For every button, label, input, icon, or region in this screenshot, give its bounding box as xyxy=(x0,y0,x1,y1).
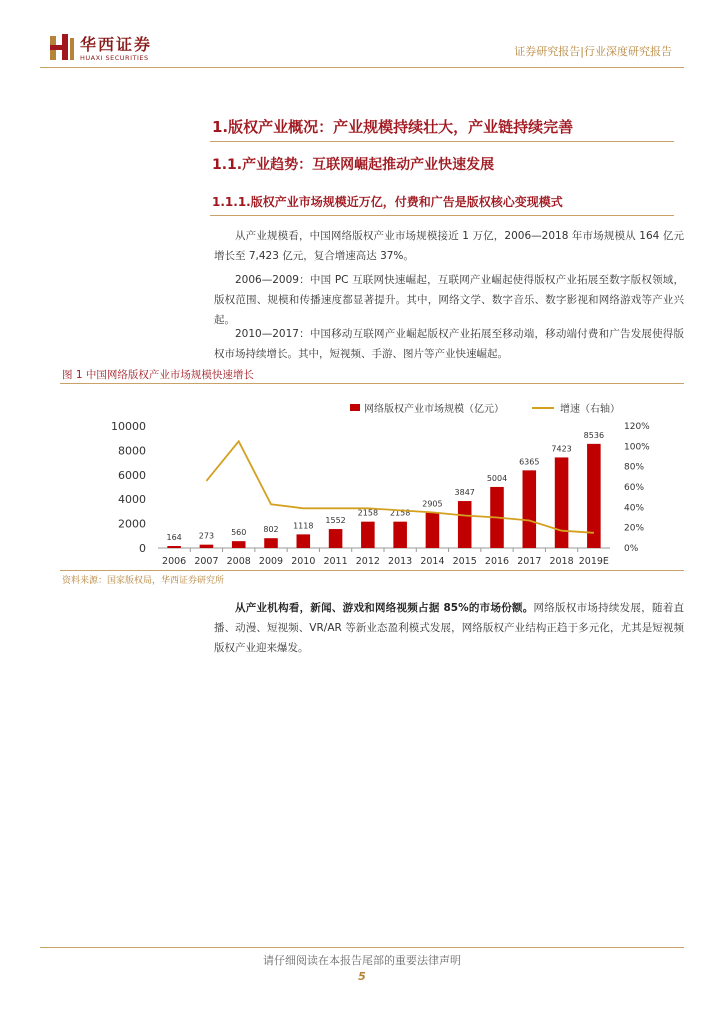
paragraph: 2006—2009：中国 PC 互联网快速崛起，互联网产业崛起使得版权产业拓展至数字版权领域，版权范围、规模和传播速度都显著提升。其中，网络文学、数字音乐、数字影视和网络游戏等产业兴起。 xyxy=(214,274,684,326)
logo-chinese-name: 华西证券 xyxy=(80,35,153,54)
bar-value-label: 5004 xyxy=(486,473,508,483)
market-size-chart xyxy=(100,398,670,570)
figure-bottom-rule xyxy=(60,570,684,571)
y-left-tick-label: 8000 xyxy=(118,444,146,458)
legal-notice: 请仔细阅读在本报告尾部的重要法律声明 xyxy=(263,954,461,967)
bar-value-label: 2158 xyxy=(357,508,379,518)
page-number: 5 xyxy=(358,970,366,983)
bar-value-label: 2905 xyxy=(422,499,443,509)
bar xyxy=(264,538,278,548)
y-right-tick-label: 100% xyxy=(624,442,650,453)
figure-top-rule xyxy=(60,383,684,384)
bar-value-label: 1118 xyxy=(293,521,314,531)
bar xyxy=(523,470,537,548)
report-type-label: 证券研究报告|行业深度研究报告 xyxy=(514,45,672,58)
y-left-tick-label: 4000 xyxy=(118,493,146,507)
legend-line-label: 增速（右轴） xyxy=(560,404,620,415)
bar xyxy=(555,457,569,548)
huaxi-logo-icon xyxy=(48,32,76,62)
section-heading-1: 1.版权产业概况：产业规模持续壮大，产业链持续完善 xyxy=(212,118,574,136)
bar-value-label: 1552 xyxy=(325,516,346,526)
x-tick-label: 2009 xyxy=(258,556,284,567)
bar-value-label: 164 xyxy=(166,532,182,542)
logo-english-name: HUAXI SECURITIES xyxy=(80,54,149,62)
y-right-tick-label: 20% xyxy=(624,523,645,534)
y-right-tick-label: 120% xyxy=(624,422,650,432)
x-tick-label: 2019E xyxy=(578,556,609,567)
x-tick-label: 2007 xyxy=(194,556,219,567)
legend-bar-label: 网络版权产业市场规模（亿元） xyxy=(364,404,504,415)
section-heading-1-1-1: 1.1.1.版权产业市场规模近万亿，付费和广告是版权核心变现模式 xyxy=(212,195,563,209)
bar xyxy=(200,545,214,548)
bar-value-label: 7423 xyxy=(551,444,572,454)
bar-value-label: 2158 xyxy=(389,508,411,518)
bar-value-label: 8536 xyxy=(583,430,605,440)
y-left-tick-label: 2000 xyxy=(118,517,146,531)
bar xyxy=(329,529,343,548)
y-right-tick-label: 60% xyxy=(624,483,645,493)
legend-bar-swatch xyxy=(350,404,360,411)
bar xyxy=(393,522,407,548)
figure-title: 图 1 中国网络版权产业市场规模快速增长 xyxy=(62,369,254,381)
paragraph: 从产业规模看，中国网络版权产业市场规模接近 1 万亿，2006—2018 年市场规模从 164 亿元增长至 7,423 亿元，复合增速高达 37%。 xyxy=(214,230,684,262)
y-left-tick-label: 0 xyxy=(139,542,146,555)
bar xyxy=(361,522,375,548)
paragraph: 2010—2017：中国移动互联网产业崛起版权产业拓展至移动端，移动端付费和广告发展使得版权市场持续增长。其中，短视频、手游、图片等产业快速崛起。 xyxy=(214,328,684,360)
y-right-tick-label: 80% xyxy=(624,462,645,473)
x-tick-label: 2010 xyxy=(291,556,316,567)
footer-divider xyxy=(40,947,684,948)
bar-value-label: 6365 xyxy=(519,457,540,467)
paragraph-bold-lead: 从产业机构看，新闻、游戏和网络视频占据 85%的市场份额。 xyxy=(235,602,534,614)
bar-value-label: 3847 xyxy=(454,488,475,498)
paragraph-text: 网络版权市场持续发展，随着直播、动漫、短视频、VR/AR 等新业态盈利模式发展，网络版权产业结构正趋于多元化，尤其是短视频版权产业迎来爆发。 xyxy=(214,602,684,654)
x-tick-label: 2013 xyxy=(388,556,413,567)
x-tick-label: 2015 xyxy=(452,556,477,567)
bar-value-label: 273 xyxy=(198,531,215,541)
bar-value-label: 560 xyxy=(231,528,247,538)
bar xyxy=(297,534,311,548)
y-left-tick-label: 10000 xyxy=(111,420,146,433)
x-tick-label: 2012 xyxy=(355,556,380,567)
bar xyxy=(232,541,246,548)
x-tick-label: 2017 xyxy=(517,556,542,567)
x-tick-label: 2006 xyxy=(162,556,187,567)
bar xyxy=(167,546,181,548)
heading-divider xyxy=(210,215,674,216)
bar-value-label: 802 xyxy=(263,525,279,535)
bar xyxy=(458,501,472,548)
y-right-tick-label: 0% xyxy=(624,544,639,554)
x-tick-label: 2018 xyxy=(549,556,574,567)
x-tick-label: 2014 xyxy=(420,556,445,567)
y-right-tick-label: 40% xyxy=(624,503,645,514)
bar xyxy=(426,513,440,548)
x-tick-label: 2011 xyxy=(323,556,348,567)
figure-source: 资料来源：国家版权局，华西证券研究所 xyxy=(62,576,225,586)
heading-divider xyxy=(210,141,674,142)
section-heading-1-1: 1.1.产业趋势：互联网崛起推动产业快速发展 xyxy=(212,157,495,173)
paragraph xyxy=(214,598,684,658)
header-divider xyxy=(40,67,684,68)
x-tick-label: 2008 xyxy=(226,556,251,567)
x-tick-label: 2016 xyxy=(484,556,510,567)
y-left-tick-label: 6000 xyxy=(118,468,146,482)
